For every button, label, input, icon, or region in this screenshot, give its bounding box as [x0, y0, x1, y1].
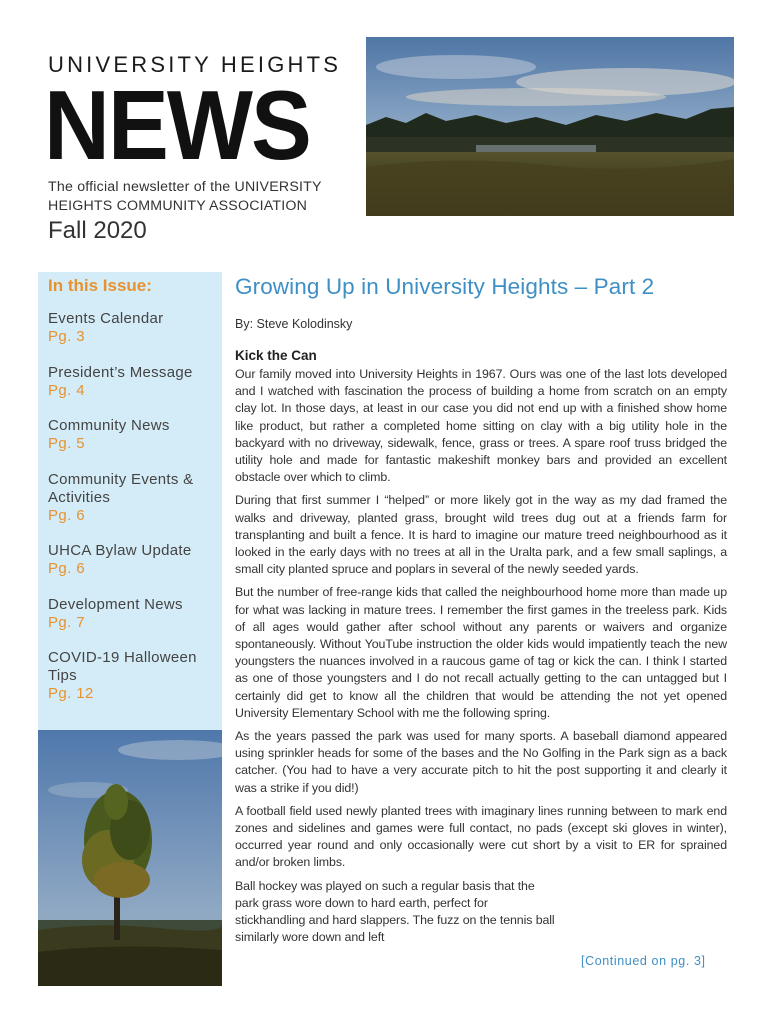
sidebar-title: In this Issue: [48, 276, 152, 295]
toc-item-title: President’s Message [48, 363, 193, 381]
article-paragraph: But the number of free-range kids that called the neighbourhood home more than made up for what was lacking in mature trees. I remember the first games in the treeless park. Kids of all ages would gather after school without any parents or waivers and organize spontaneously. Without YouTube instruction the older kids would impatiently teach the new youngsters the nuances involved in a raucous game of tag or kick the can. I think I started as one of those youngsters and I do not recall actually getting to the can untagged but I certainly did get to know all the children that would be attending the not yet opened University Elementary School with me the following spring. [235, 585, 727, 720]
toc-item-page: Pg. 5 [48, 435, 86, 452]
toc-item-title: Community Events & Activities [48, 470, 194, 506]
continued-link[interactable]: [Continued on pg. 3] [581, 954, 706, 968]
issue-sidebar [38, 272, 222, 730]
toc-item[interactable] [48, 364, 218, 400]
toc-item-page: Pg. 3 [48, 328, 86, 345]
toc-item-title: Events Calendar [48, 310, 164, 327]
toc-item[interactable] [48, 417, 218, 453]
toc-item-page: Pg. 6 [48, 506, 86, 524]
toc-item-page: Pg. 6 [48, 560, 86, 577]
article-title: Growing Up in University Heights – Part 2 [235, 274, 655, 299]
toc-item[interactable] [48, 471, 218, 525]
toc-item[interactable] [48, 596, 218, 632]
hero-wetland-photo [366, 37, 734, 216]
toc-item-title: UHCA Bylaw Update [48, 542, 192, 559]
toc-item-title: Development News [48, 595, 183, 613]
masthead-big-title: NEWS [44, 70, 310, 180]
toc-item-title: Community News [48, 417, 170, 434]
toc-list [48, 310, 218, 721]
toc-item-page: Pg. 4 [48, 381, 86, 399]
masthead-tagline: The official newsletter of the UNIVERSITY HEIGHTS COMMUNITY ASSOCIATION [48, 179, 322, 214]
toc-item[interactable] [48, 649, 218, 703]
issue-season: Fall 2020 [48, 217, 147, 244]
section-heading: Kick the Can [235, 348, 317, 363]
article-paragraph: As the years passed the park was used for many sports. A baseball diamond appeared using sprinkler heads for some of the bases and the No Golfing in the Park sign as a back catcher. (You had to have a very accurate pitch to hit the post supporting it and clearly it was a strike if you did!) [235, 729, 727, 795]
toc-item-page: Pg. 12 [48, 685, 94, 702]
tree-photo [38, 730, 222, 986]
toc-item[interactable] [48, 542, 218, 578]
article-paragraph: A football field used newly planted trees with imaginary lines running between to mark end zones and sidelines and games were full contact, no pads (except ski gloves in winter), occurred year round and only occasionally were cut short by a visit to ER for sprained and/or broken limbs. [235, 803, 727, 870]
article-byline: By: Steve Kolodinsky [235, 317, 353, 331]
article-paragraph: During that first summer I “helped” or more likely got in the way as my dad framed the walks and driveway, planted grass, brought wild trees dug out at a friends farm for transplanting and built a fence. It is hard to imagine our mature treed neighbourhood as it looked in the early days with no trees at all in the Uralta park, and a few small saplings, a small city planted spruce and poplars in several of the newly seeded yards. [235, 493, 727, 577]
toc-item-title: COVID-19 Halloween Tips [48, 649, 197, 684]
article-paragraph: Our family moved into University Heights in 1967. Ours was one of the last lots developed and I watched with fascination the process of building a home from scratch on an empty clay lot. In those days, at least in our case you did not end up with a finished show home like product, but rather a completed home sitting on clay with a big utility hole in the backyard with no driveway, sidewalk, fence, grass or trees. A spare roof truss bridged the utility hole and made for fantastic makeshift monkey bars and provided an excellent obstacle over which to climb. [235, 367, 727, 485]
article-paragraph: Ball hockey was played on such a regular basis that the park grass wore down to hard earth, perfect for stickhandling and hard slappers. The fuzz on the tennis ball similarly wore down and left [235, 878, 555, 945]
toc-item-page: Pg. 7 [48, 613, 86, 631]
toc-item[interactable] [48, 310, 218, 346]
article-body [235, 366, 727, 947]
masthead-small-title: UNIVERSITY HEIGHTS [48, 52, 342, 77]
article [235, 272, 727, 953]
